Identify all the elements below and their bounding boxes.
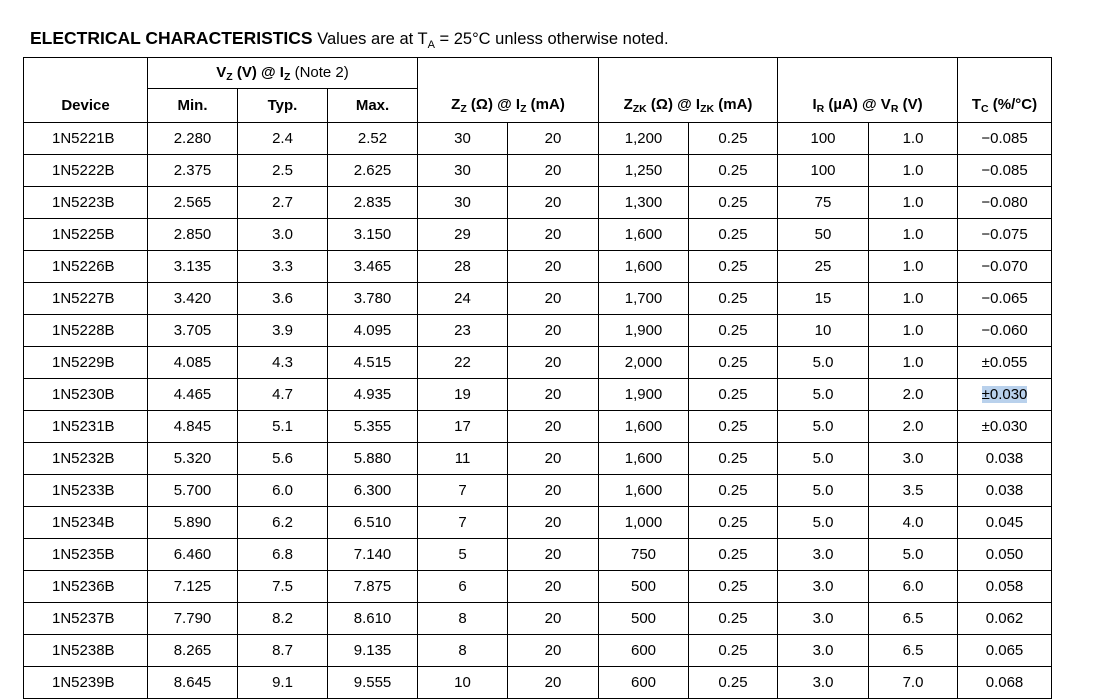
cell-vz-max: 6.510 [328,507,418,539]
cell-vr: 6.0 [869,571,958,603]
cell-tc: 0.050 [958,539,1052,571]
cell-ir: 5.0 [778,507,869,539]
cell-vz-max: 4.095 [328,315,418,347]
cell-device: 1N5225B [24,219,148,251]
cell-zz: 6 [418,571,508,603]
table-row [24,251,1052,283]
cell-ir: 3.0 [778,635,869,667]
cell-vz-max: 8.610 [328,603,418,635]
table-row [24,347,1052,379]
cell-vz-min: 7.790 [148,603,238,635]
cell-izk: 0.25 [689,315,778,347]
cell-device: 1N5236B [24,571,148,603]
cell-izk: 0.25 [689,507,778,539]
cell-vr: 1.0 [869,251,958,283]
cell-vz-typ: 7.5 [238,571,328,603]
cell-vz-max: 7.140 [328,539,418,571]
cell-zzk: 2,000 [599,347,689,379]
cell-izk: 0.25 [689,283,778,315]
cell-tc: 0.058 [958,571,1052,603]
cell-device: 1N5223B [24,187,148,219]
cell-device: 1N5222B [24,155,148,187]
table-row [24,603,1052,635]
cell-ir: 75 [778,187,869,219]
table-row [24,667,1052,699]
table-row [24,507,1052,539]
cell-iz: 20 [508,155,599,187]
cell-vz-max: 5.355 [328,411,418,443]
cell-device: 1N5229B [24,347,148,379]
cell-iz: 20 [508,443,599,475]
cell-zz: 8 [418,603,508,635]
table-row [24,219,1052,251]
cell-tc: ±0.055 [958,347,1052,379]
cell-izk: 0.25 [689,443,778,475]
cell-zzk: 1,900 [599,379,689,411]
cell-vz-typ: 3.0 [238,219,328,251]
vz-group-header: $V_Z$ (V) @ $I_Z$ (Note 2) [148,58,418,89]
cell-vz-max: 9.555 [328,667,418,699]
cell-tc: −0.075 [958,219,1052,251]
cell-vr: 3.5 [869,475,958,507]
cell-vz-min: 3.705 [148,315,238,347]
tc-header-top [958,58,1052,89]
cell-zzk: 1,000 [599,507,689,539]
cell-iz: 20 [508,123,599,155]
cell-izk: 0.25 [689,219,778,251]
cell-zz: 7 [418,475,508,507]
cell-vz-min: 5.890 [148,507,238,539]
cell-zzk: 1,600 [599,411,689,443]
cell-vz-min: 8.265 [148,635,238,667]
cell-ir: 5.0 [778,411,869,443]
cell-tc: −0.060 [958,315,1052,347]
cell-vr: 1.0 [869,347,958,379]
cell-zzk: 1,600 [599,475,689,507]
cell-vz-max: 2.835 [328,187,418,219]
cell-vr: 7.0 [869,667,958,699]
cell-zzk: 1,900 [599,315,689,347]
cell-tc: −0.065 [958,283,1052,315]
cell-zzk: 1,200 [599,123,689,155]
cell-vz-typ: 4.7 [238,379,328,411]
cell-ir: 10 [778,315,869,347]
typ-header: Typ. [238,89,328,123]
cell-vz-typ: 2.4 [238,123,328,155]
cell-zz: 19 [418,379,508,411]
cell-vz-max: 3.780 [328,283,418,315]
cell-vr: 3.0 [869,443,958,475]
cell-zz: 24 [418,283,508,315]
cell-vz-min: 4.085 [148,347,238,379]
zz-header-top [418,58,599,89]
cell-vz-typ: 9.1 [238,667,328,699]
table-body [24,123,1052,699]
cell-zz: 10 [418,667,508,699]
table-row [24,123,1052,155]
cell-iz: 20 [508,667,599,699]
ir-header-top [778,58,958,89]
cell-zz: 11 [418,443,508,475]
table-heading [30,28,669,51]
heading-note: Values are at $T_A = 25^\circ C$ unless otherwise noted. [317,30,669,51]
cell-device: 1N5232B [24,443,148,475]
cell-vz-typ: 8.2 [238,603,328,635]
table-row [24,571,1052,603]
cell-device: 1N5234B [24,507,148,539]
cell-izk: 0.25 [689,667,778,699]
cell-vz-typ: 3.9 [238,315,328,347]
cell-ir: 100 [778,123,869,155]
cell-vr: 1.0 [869,219,958,251]
cell-iz: 20 [508,283,599,315]
cell-zz: 17 [418,411,508,443]
cell-vz-min: 6.460 [148,539,238,571]
cell-tc: ±0.030 [958,411,1052,443]
cell-vz-max: 2.52 [328,123,418,155]
cell-ir: 3.0 [778,667,869,699]
cell-device: 1N5237B [24,603,148,635]
cell-izk: 0.25 [689,539,778,571]
cell-vr: 1.0 [869,283,958,315]
cell-vz-typ: 6.0 [238,475,328,507]
cell-iz: 20 [508,475,599,507]
cell-vz-min: 8.645 [148,667,238,699]
cell-vz-typ: 6.8 [238,539,328,571]
cell-vz-max: 4.515 [328,347,418,379]
cell-vr: 5.0 [869,539,958,571]
cell-iz: 20 [508,603,599,635]
max-header: Max. [328,89,418,123]
cell-vz-max: 5.880 [328,443,418,475]
cell-ir: 5.0 [778,443,869,475]
cell-iz: 20 [508,315,599,347]
cell-device: 1N5235B [24,539,148,571]
cell-vz-min: 3.420 [148,283,238,315]
cell-iz: 20 [508,507,599,539]
cell-izk: 0.25 [689,571,778,603]
tc-header: $T_C$ (%/°C) [958,89,1052,123]
cell-iz: 20 [508,571,599,603]
cell-vz-typ: 8.7 [238,635,328,667]
cell-vz-typ: 5.1 [238,411,328,443]
cell-vz-max: 2.625 [328,155,418,187]
cell-zz: 5 [418,539,508,571]
cell-izk: 0.25 [689,347,778,379]
cell-vz-min: 2.280 [148,123,238,155]
cell-zz: 22 [418,347,508,379]
cell-zzk: 1,600 [599,443,689,475]
cell-ir: 25 [778,251,869,283]
cell-iz: 20 [508,411,599,443]
cell-vz-min: 2.375 [148,155,238,187]
cell-device: 1N5226B [24,251,148,283]
cell-vz-typ: 5.6 [238,443,328,475]
zzk-header: $Z_{ZK}$ (Ω) @ $I_{ZK}$ (mA) [599,89,778,123]
cell-tc: 0.068 [958,667,1052,699]
cell-iz: 20 [508,635,599,667]
cell-zz: 8 [418,635,508,667]
cell-izk: 0.25 [689,187,778,219]
cell-ir: 5.0 [778,475,869,507]
cell-zzk: 600 [599,635,689,667]
cell-iz: 20 [508,539,599,571]
cell-vr: 2.0 [869,379,958,411]
cell-zzk: 500 [599,603,689,635]
cell-ir: 3.0 [778,603,869,635]
cell-tc: 0.038 [958,443,1052,475]
table-row [24,539,1052,571]
cell-vz-max: 7.875 [328,571,418,603]
table-row [24,635,1052,667]
cell-vz-min: 7.125 [148,571,238,603]
cell-vr: 1.0 [869,315,958,347]
cell-ir: 3.0 [778,539,869,571]
cell-device: 1N5231B [24,411,148,443]
cell-vz-min: 5.320 [148,443,238,475]
cell-iz: 20 [508,347,599,379]
cell-vz-max: 3.150 [328,219,418,251]
cell-izk: 0.25 [689,475,778,507]
cell-vz-max: 9.135 [328,635,418,667]
cell-zzk: 1,300 [599,187,689,219]
cell-vz-typ: 2.5 [238,155,328,187]
cell-ir: 100 [778,155,869,187]
cell-vz-typ: 3.6 [238,283,328,315]
cell-vz-max: 4.935 [328,379,418,411]
cell-vz-min: 3.135 [148,251,238,283]
ir-header: $I_R$ (µA) @ $V_R$ (V) [778,89,958,123]
cell-zz: 7 [418,507,508,539]
cell-tc: −0.085 [958,155,1052,187]
cell-tc: 0.038 [958,475,1052,507]
cell-zzk: 1,600 [599,251,689,283]
cell-izk: 0.25 [689,379,778,411]
cell-vr: 2.0 [869,411,958,443]
min-header: Min. [148,89,238,123]
cell-zzk: 600 [599,667,689,699]
cell-device: 1N5233B [24,475,148,507]
cell-zz: 30 [418,123,508,155]
cell-device: 1N5228B [24,315,148,347]
cell-tc: ±0.030 [958,379,1052,411]
cell-ir: 5.0 [778,379,869,411]
table-row [24,283,1052,315]
device-header: Device [24,89,148,123]
cell-vz-max: 6.300 [328,475,418,507]
cell-iz: 20 [508,187,599,219]
cell-izk: 0.25 [689,155,778,187]
cell-ir: 5.0 [778,347,869,379]
cell-device: 1N5221B [24,123,148,155]
device-header-top [24,58,148,89]
cell-vz-min: 4.465 [148,379,238,411]
cell-izk: 0.25 [689,603,778,635]
cell-zzk: 750 [599,539,689,571]
cell-zz: 23 [418,315,508,347]
cell-vz-min: 5.700 [148,475,238,507]
cell-device: 1N5238B [24,635,148,667]
zz-header: $Z_Z$ (Ω) @ $I_Z$ (mA) [418,89,599,123]
cell-zzk: 1,700 [599,283,689,315]
cell-vz-min: 2.850 [148,219,238,251]
cell-device: 1N5227B [24,283,148,315]
cell-vr: 1.0 [869,155,958,187]
cell-iz: 20 [508,379,599,411]
cell-izk: 0.25 [689,411,778,443]
cell-tc: −0.080 [958,187,1052,219]
cell-vz-typ: 4.3 [238,347,328,379]
cell-ir: 3.0 [778,571,869,603]
table-row [24,379,1052,411]
cell-zz: 28 [418,251,508,283]
cell-iz: 20 [508,219,599,251]
cell-zzk: 500 [599,571,689,603]
cell-vz-max: 3.465 [328,251,418,283]
cell-izk: 0.25 [689,123,778,155]
cell-tc: 0.065 [958,635,1052,667]
cell-zzk: 1,250 [599,155,689,187]
cell-ir: 15 [778,283,869,315]
cell-vr: 4.0 [869,507,958,539]
cell-zz: 29 [418,219,508,251]
cell-device: 1N5239B [24,667,148,699]
cell-vr: 6.5 [869,635,958,667]
cell-vz-typ: 6.2 [238,507,328,539]
cell-zzk: 1,600 [599,219,689,251]
cell-tc: −0.085 [958,123,1052,155]
cell-tc: −0.070 [958,251,1052,283]
heading-title: ELECTRICAL CHARACTERISTICS [30,28,313,48]
table-row [24,187,1052,219]
zzk-header-top [599,58,778,89]
cell-device: 1N5230B [24,379,148,411]
cell-vz-min: 2.565 [148,187,238,219]
cell-tc: 0.045 [958,507,1052,539]
cell-vz-typ: 2.7 [238,187,328,219]
cell-zz: 30 [418,187,508,219]
cell-vr: 1.0 [869,187,958,219]
table-row [24,475,1052,507]
table-row [24,411,1052,443]
cell-vr: 6.5 [869,603,958,635]
electrical-characteristics-table [23,57,1052,699]
cell-ir: 50 [778,219,869,251]
cell-vr: 1.0 [869,123,958,155]
cell-tc: 0.062 [958,603,1052,635]
cell-zz: 30 [418,155,508,187]
table-row [24,315,1052,347]
cell-izk: 0.25 [689,251,778,283]
table-row [24,155,1052,187]
cell-vz-typ: 3.3 [238,251,328,283]
table-row [24,443,1052,475]
cell-izk: 0.25 [689,635,778,667]
cell-iz: 20 [508,251,599,283]
cell-vz-min: 4.845 [148,411,238,443]
